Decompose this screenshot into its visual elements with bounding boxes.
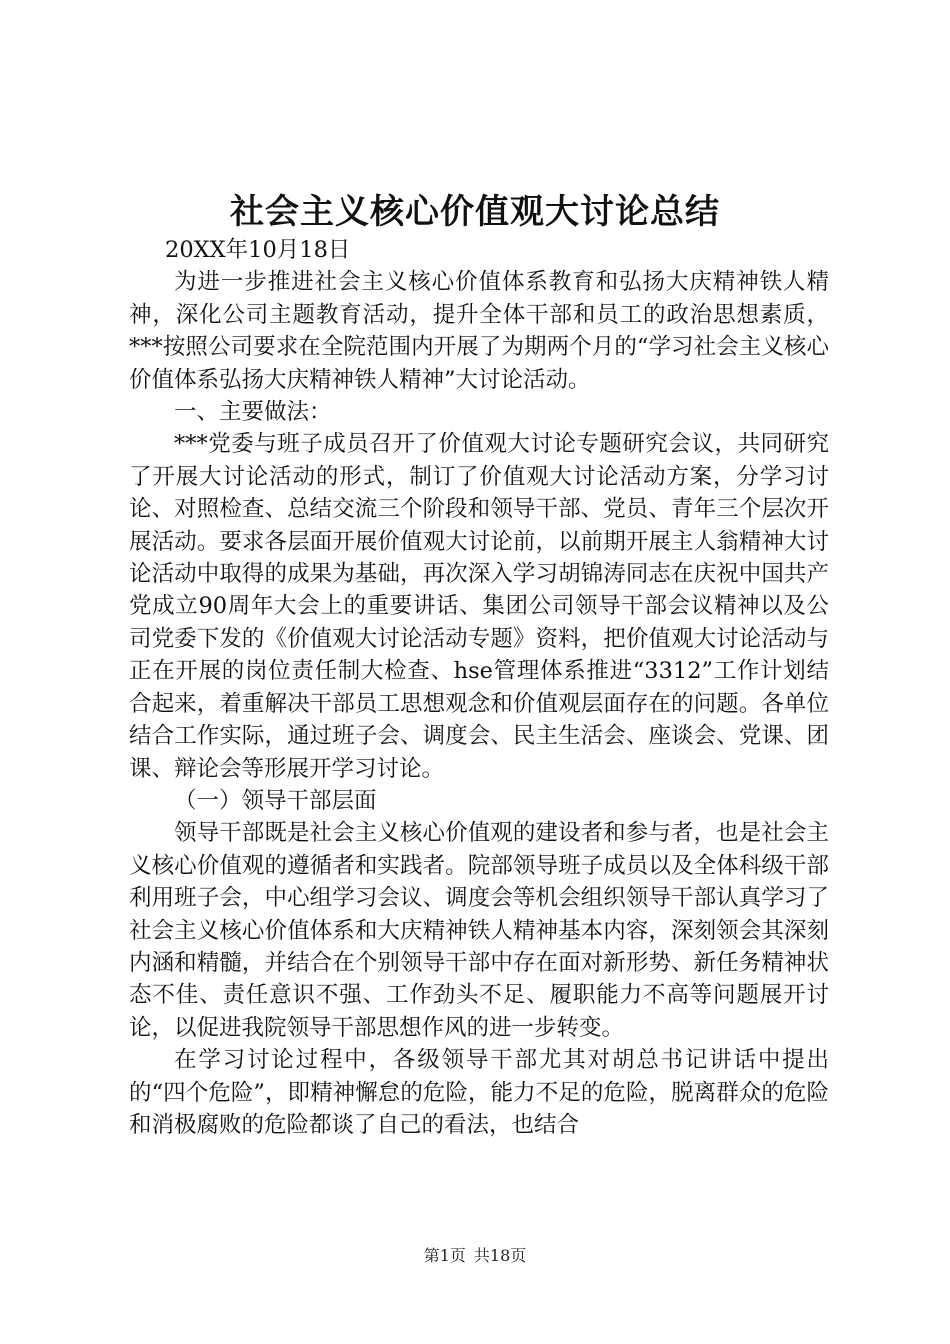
page-total: 共18页	[473, 1246, 527, 1265]
section-heading-main-methods: 一、主要做法：	[174, 399, 332, 426]
page-footer	[0, 1243, 950, 1266]
document-body	[129, 234, 829, 1141]
paragraph-leaders: 领导干部既是社会主义核心价值观的建设者和参与者，也是社会主义核心价值观的遵循者和实践者。院部领导班子成员以及全体科级干部利用班子会，中心组学习会议、调度会等机会组织领导干部认真学习了社会主义核心价值体系和大庆精神铁人精神基本内容，深刻领会其深刻内涵和精髓，并结合在个别领导干部中存在面对新形势、新任务精神状态不佳、责任意识不强、工作劲头不足、履职能力不高等问题展开讨论，以促进我院领导干部思想作风的进一步转变。	[129, 820, 829, 1041]
paragraph-discussion: 在学习讨论过程中，各级领导干部尤其对胡总书记讲话中提出的“四个危险”，即精神懈怠的危险，能力不足的危险，脱离群众的危险和消极腐败的危险都谈了自己的看法，也结合	[129, 1047, 829, 1138]
paragraph-party-committee: ***党委与班子成员召开了价值观大讨论专题研究会议，共同研究了开展大讨论活动的形式，制订了价值观大讨论活动方案，分学习讨论、对照检查、总结交流三个阶段和领导干部、党员、青年三个层次开展活动。要求各层面开展价值观大讨论前，以前期开展主人翁精神大讨论活动中取得的成果为基础，再次深入学习胡锦涛同志在庆祝中国共产党成立90周年大会上的重要讲话、集团公司领导干部会议精神以及公司党委下发的《价值观大讨论活动专题》资料，把价值观大讨论活动与正在开展的岗位责任制大检查、hse管理体系推进“3312”工作计划结合起来，着重解决干部员工思想观念和价值观层面存在的问题。各单位结合工作实际，通过班子会、调度会、民主生活会、座谈会、党课、团课、辩论会等形展开学习讨论。	[129, 431, 829, 782]
paragraph-intro: 为进一步推进社会主义核心价值体系教育和弘扬大庆精神铁人精神，深化公司主题教育活动，提升全体干部和员工的政治思想素质，***按照公司要求在全院范围内开展了为期两个月的“学习社会主义核心价值体系弘扬大庆精神铁人精神”大讨论活动。	[129, 269, 829, 393]
page-number: 第1页	[423, 1246, 466, 1265]
document-title: 社会主义核心价值观大讨论总结	[230, 192, 720, 232]
document-date: 20XX年10月18日	[165, 237, 351, 263]
subsection-heading-leaders: （一）领导干部层面	[174, 787, 377, 814]
